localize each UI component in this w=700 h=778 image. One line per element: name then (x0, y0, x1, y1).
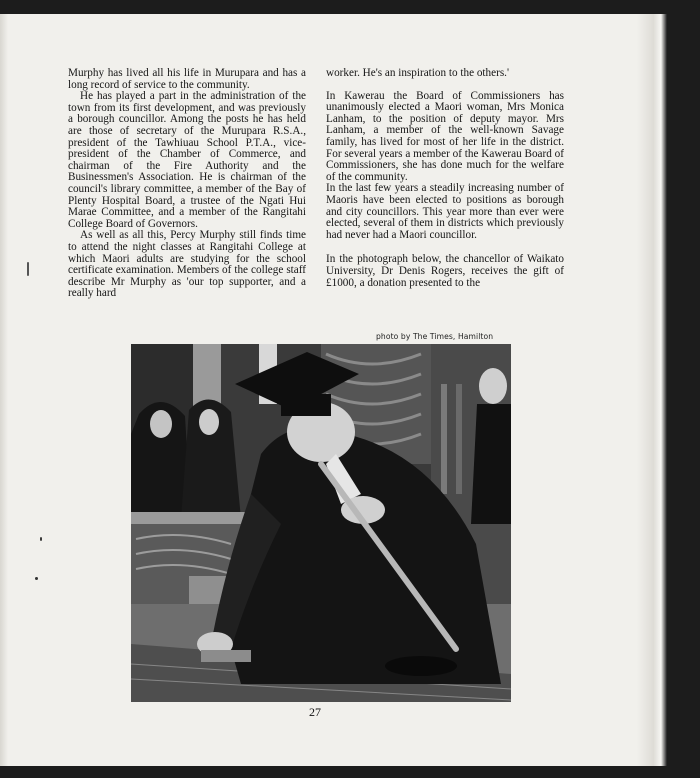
print-speck (27, 262, 29, 276)
left-paragraph-2: He has played a part in the administration of the town from its first development, and was previously a borough councillor. Among the posts he has held are those of secretary of the Murupara R.S.A., president of the Tawhiuau School P.T.A., vice-president of the Chamber of Commerce, and chairman of the Fire Authority and the Businessmen's Association. He is chairman of the council's library committee, a member of the Bay of Plenty Hospital Board, a trustee of the Ngati Hui Marae Committee, and a member of the Rangitahi College Board of Governors. (68, 90, 306, 230)
print-speck (40, 537, 42, 541)
right-paragraph-4: In the photograph below, the chancellor of Waikato University, Dr Denis Rogers, receives the gift of £1000, a donation presented to the (326, 253, 564, 289)
right-paragraph-1: worker. He's an inspiration to the others.' (326, 67, 509, 79)
left-text-column (68, 68, 306, 300)
photo-illustration (131, 344, 511, 702)
left-paragraph-1: Murphy has lived all his life in Murupara and has a long record of service to the community. (68, 67, 306, 91)
left-paragraph-3: As well as all this, Percy Murphy still finds time to attend the night classes at Rangitahi College at which Maori adults are studying for the school certificate examination. Members of the college staff describe Mr Murphy as 'our top supporter, and a really hard (68, 229, 306, 300)
photo-credit: photo by The Times, Hamilton (376, 332, 494, 341)
paragraph-gap (326, 80, 564, 91)
page-gutter-shadow (637, 14, 667, 766)
page-left-edge (0, 14, 8, 766)
ceremony-photograph (131, 344, 511, 702)
right-text-column (326, 68, 564, 289)
page-number: 27 (309, 705, 321, 719)
right-paragraph-3: In the last few years a steadily increasing number of Maoris have been elected to positions as borough and city councillors. This year more than ever were elected, several of them in districts which previously had never had a Maori councillor. (326, 182, 564, 241)
right-paragraph-2: In Kawerau the Board of Commissioners has unanimously elected a Maori woman, Mrs Monica Lanham, to the position of deputy mayor. Mrs Lanham, a member of the well-known Savage family, has lived for most of her life in the district. For several years a member of the Kawerau Board of Commissioners, she has done much for the welfare of the community. (326, 89, 564, 183)
print-speck (35, 577, 38, 580)
